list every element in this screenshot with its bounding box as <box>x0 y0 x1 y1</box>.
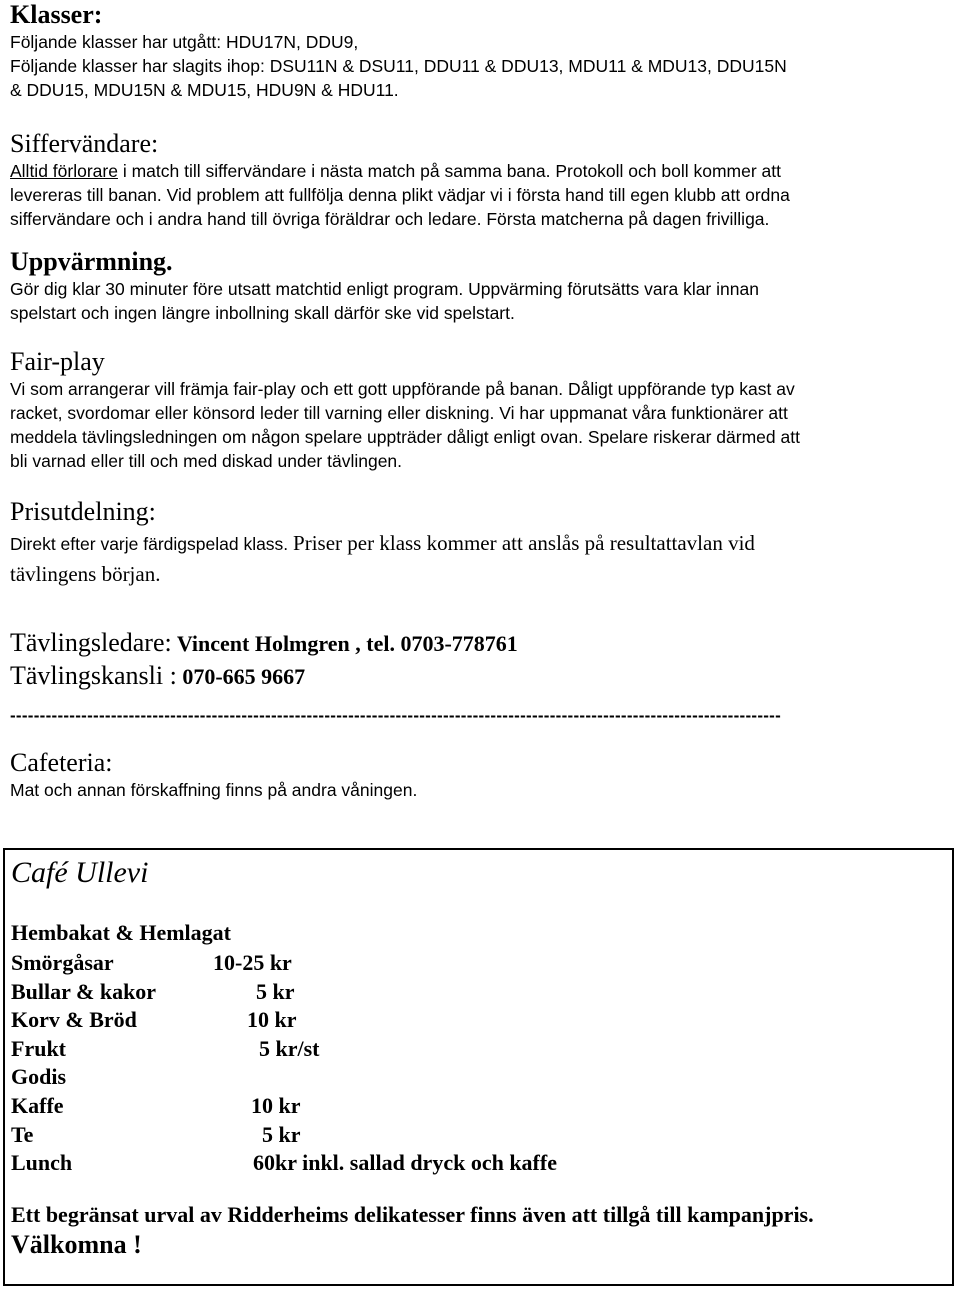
uppvarmning-line-1: Gör dig klar 30 minuter före utsatt matchtid enligt program. Uppvärming förutsätts vara klar innan <box>10 279 759 299</box>
fairplay-line-4: bli varnad eller till och med diskad under tävlingen. <box>10 451 403 471</box>
underlined-phrase: Alltid förlorare <box>10 161 118 181</box>
fairplay-line-3: meddela tävlingsledningen om någon spelare uppträder dåligt enligt ovan. Spelare riskerar därmed att <box>10 427 800 447</box>
prisutdelning-line-1 <box>10 527 950 560</box>
klasser-line-3: & DDU15, MDU15N & MDU15, HDU9N & HDU11. <box>10 80 399 100</box>
menu-item: Te <box>11 1121 34 1147</box>
prisutdelning-sans-text: Direkt efter varje färdigspelad klass. <box>10 534 294 554</box>
cafeteria-line-1: Mat och annan förskaffning finns på andra våningen. <box>10 780 418 800</box>
menu-item: Frukt <box>11 1035 66 1061</box>
prisutdelning-line-2: tävlingens början. <box>10 562 161 586</box>
menu-item: Godis <box>11 1064 67 1090</box>
contact-leader <box>10 627 950 660</box>
uppvarmning-line-2: spelstart och ingen längre inbollning skall därför ske vid spelstart. <box>10 303 515 323</box>
cafe-welcome: Välkomna ! <box>11 1230 142 1259</box>
fairplay-line-1: Vi som arrangerar vill främja fair-play och ett gott uppförande på banan. Dåligt uppförande typ kast av <box>10 379 795 399</box>
section-fairplay <box>10 347 950 473</box>
cafe-footer: Ett begränsat urval av Ridderheims delikatesser finns även att tillgå till kampanjpris. <box>11 1202 814 1227</box>
menu-item: Korv & Bröd <box>11 1007 137 1033</box>
menu-price: 10 kr <box>251 1092 301 1118</box>
prisutdelning-serif-text: Priser per klass kommer att anslås på resultattavlan vid <box>293 531 755 555</box>
menu-price: 60kr inkl. sallad dryck och kaffe <box>253 1150 557 1176</box>
siffervandare-line-1 <box>10 159 950 183</box>
siffervandare-line-1-rest: i match till siffervändare i nästa match på samma bana. Protokoll och boll kommer att <box>117 161 781 181</box>
contact-office <box>10 660 950 693</box>
menu-price: 10-25 kr <box>213 950 292 975</box>
menu-item: Bullar & kakor <box>11 978 157 1004</box>
leader-value: Vincent Holmgren , tel. 0703-778761 <box>171 631 518 656</box>
section-contacts <box>10 627 950 693</box>
section-cafeteria <box>10 748 950 802</box>
office-label: Tävlingskansli : <box>10 661 177 690</box>
heading-klasser: Klasser: <box>10 0 103 29</box>
klasser-line-1: Följande klasser har utgått: HDU17N, DDU9, <box>10 32 359 52</box>
heading-fairplay: Fair-play <box>10 347 105 376</box>
siffervandare-line-3: siffervändare och i andra hand till övriga föräldrar och ledare. Första matcherna på dagen frivilliga. <box>10 209 770 229</box>
section-uppvarmning <box>10 247 950 325</box>
menu-price: 5 kr <box>256 978 295 1004</box>
menu-item: Kaffe <box>11 1092 64 1118</box>
menu-item: Smörgåsar <box>11 950 114 975</box>
leader-label: Tävlingsledare: <box>10 628 172 657</box>
siffervandare-line-2: levereras till banan. Vid problem att fullfölja denna plikt vädjar vi i första hand till egen klubb att ordna <box>10 185 790 205</box>
section-klasser <box>10 0 950 102</box>
heading-uppvarmning: Uppvärmning. <box>10 247 173 276</box>
cafe-title: Café Ullevi <box>11 856 149 889</box>
menu-price: 5 kr <box>262 1121 301 1147</box>
heading-cafeteria: Cafeteria: <box>10 748 113 777</box>
menu-price: 5 kr/st <box>259 1035 320 1061</box>
section-siffervandare <box>10 129 950 231</box>
dashed-separator: ---------------------------------------------------------------------------------------------------------------------------------- <box>10 706 782 725</box>
cafe-subtitle: Hembakat & Hemlagat <box>11 920 231 945</box>
menu-price: 10 kr <box>247 1007 297 1033</box>
fairplay-line-2: racket, svordomar eller könsord leder till varning eller diskning. Vi har uppmanat våra funktionärer att <box>10 403 788 423</box>
cafe-ullevi-box <box>3 848 954 1286</box>
heading-prisutdelning: Prisutdelning: <box>10 497 156 526</box>
heading-siffervandare: Siffervändare: <box>10 129 159 158</box>
klasser-line-2: Följande klasser har slagits ihop: DSU11N & DSU11, DDU11 & DDU13, MDU11 & MDU13, DDU15N <box>10 56 787 76</box>
menu-item: Lunch <box>11 1150 73 1176</box>
office-value: 070-665 9667 <box>176 664 306 689</box>
section-prisutdelning <box>10 497 950 588</box>
